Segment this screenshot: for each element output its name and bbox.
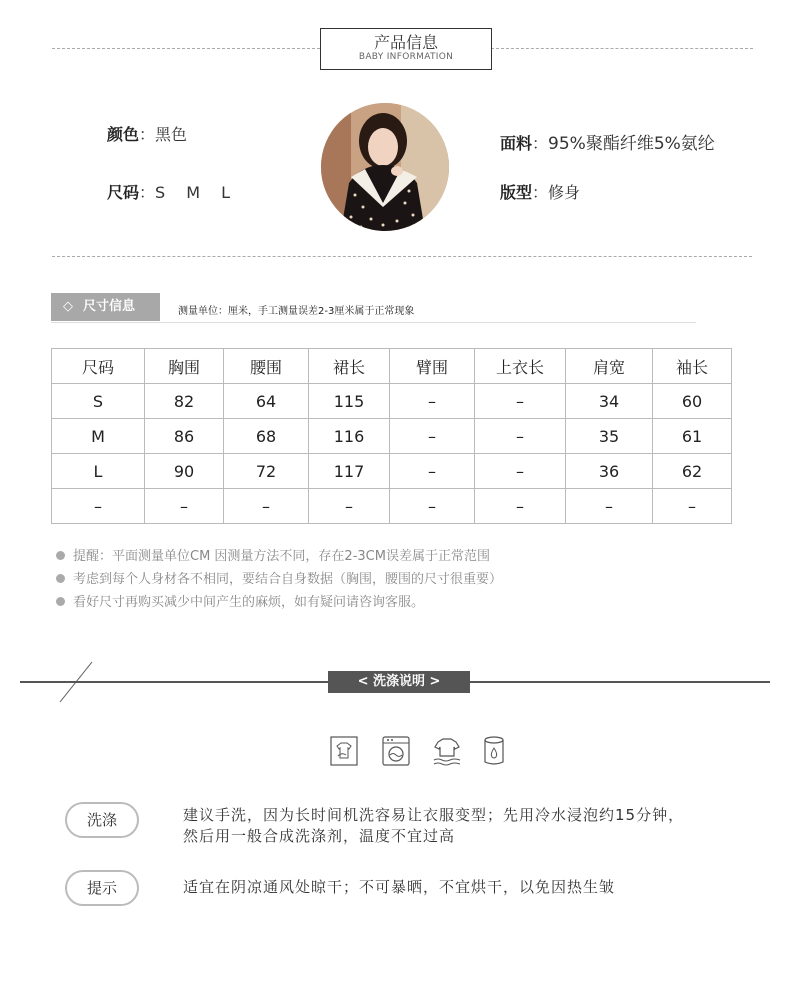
tip-pill: 提示 xyxy=(65,870,139,906)
fabric-value: 95%聚酯纤维5%氨纶 xyxy=(548,134,715,154)
wash-divider-right xyxy=(470,681,770,683)
table-cell: 62 xyxy=(653,454,732,489)
table-header-cell: 胸围 xyxy=(145,349,224,384)
size-table xyxy=(51,348,732,524)
table-cell: 86 xyxy=(145,419,224,454)
wash-instruction xyxy=(183,805,684,847)
table-cell: 90 xyxy=(145,454,224,489)
table-cell: – xyxy=(566,489,653,524)
table-cell: M xyxy=(52,419,145,454)
table-cell: 64 xyxy=(224,384,309,419)
model-photo xyxy=(321,103,449,231)
table-cell: 68 xyxy=(224,419,309,454)
table-cell: – xyxy=(224,489,309,524)
table-cell: – xyxy=(390,454,475,489)
table-cell: 36 xyxy=(566,454,653,489)
color-label: 颜色 xyxy=(107,125,140,144)
bullet-icon xyxy=(56,551,65,560)
table-header-cell: 腰围 xyxy=(224,349,309,384)
size-label: 尺码 xyxy=(107,183,140,202)
table-cell: – xyxy=(475,454,566,489)
table-row xyxy=(52,419,732,454)
table-header-cell: 肩宽 xyxy=(566,349,653,384)
table-cell: 116 xyxy=(309,419,390,454)
size-info: 尺码：S M L xyxy=(107,183,239,202)
header-divider-right xyxy=(491,48,753,49)
table-cell: – xyxy=(309,489,390,524)
diamond-icon: ◇ xyxy=(63,299,73,314)
tip-text: 提醒：平面测量单位CM 因测量方法不同，存在2-3CM误差属于正常范围 xyxy=(73,549,490,564)
table-cell: 35 xyxy=(566,419,653,454)
section-title: 产品信息 xyxy=(373,33,438,52)
slash-decoration xyxy=(56,660,96,704)
size-value: S M L xyxy=(155,183,239,202)
detergent-icon xyxy=(483,736,505,766)
table-cell: 82 xyxy=(145,384,224,419)
table-cell: S xyxy=(52,384,145,419)
table-cell: – xyxy=(390,489,475,524)
table-cell: – xyxy=(390,384,475,419)
color-info: 颜色：黑色 xyxy=(107,125,188,144)
table-header-cell: 上衣长 xyxy=(475,349,566,384)
table-cell: 115 xyxy=(309,384,390,419)
fit-label: 版型 xyxy=(500,183,533,202)
table-cell: – xyxy=(145,489,224,524)
table-header-cell: 臂围 xyxy=(390,349,475,384)
bullet-icon xyxy=(56,574,65,583)
table-row xyxy=(52,454,732,489)
hand-wash-icon xyxy=(330,736,358,766)
table-header-cell: 裙长 xyxy=(309,349,390,384)
color-value: 黑色 xyxy=(155,125,188,144)
table-cell: 60 xyxy=(653,384,732,419)
tip-item xyxy=(56,568,502,587)
iron-shirt-icon xyxy=(432,736,462,766)
fabric-info: 面料：95%聚酯纤维5%氨纶 xyxy=(500,134,715,154)
table-cell: 72 xyxy=(224,454,309,489)
bullet-icon xyxy=(56,597,65,606)
table-row xyxy=(52,384,732,419)
tip-item xyxy=(56,591,424,610)
table-cell: 117 xyxy=(309,454,390,489)
table-cell: – xyxy=(475,489,566,524)
table-cell: – xyxy=(390,419,475,454)
fit-info: 版型：修身 xyxy=(500,183,581,202)
size-section-tab xyxy=(51,293,160,321)
table-header-row xyxy=(52,349,732,384)
wash-instruction-line: 然后用一般合成洗涤剂，温度不宜过高 xyxy=(183,827,456,845)
size-section-title: 尺寸信息 xyxy=(83,299,136,314)
table-cell: – xyxy=(475,384,566,419)
table-row xyxy=(52,489,732,524)
table-cell: – xyxy=(653,489,732,524)
table-cell: L xyxy=(52,454,145,489)
tip-item xyxy=(56,545,490,564)
section-subtitle: BABY INFORMATION xyxy=(358,52,454,62)
fit-value: 修身 xyxy=(548,183,581,202)
dry-instruction: 适宜在阴凉通风处晾干；不可暴晒，不宜烘干，以免因热生皱 xyxy=(183,878,616,896)
size-section-underline xyxy=(51,322,696,323)
info-divider xyxy=(52,256,752,257)
washing-machine-icon xyxy=(382,736,410,766)
table-cell: 61 xyxy=(653,419,732,454)
table-cell: – xyxy=(475,419,566,454)
table-cell: – xyxy=(52,489,145,524)
tip-text: 看好尺寸再购买减少中间产生的麻烦，如有疑问请咨询客服。 xyxy=(73,595,425,610)
tip-text: 考虑到每个人身材各不相同，要结合自身数据（胸围，腰围的尺寸很重要） xyxy=(73,572,503,587)
table-cell: 34 xyxy=(566,384,653,419)
wash-section-title: < 洗涤说明 > xyxy=(328,671,470,693)
header-divider-left xyxy=(52,48,320,49)
table-header-cell: 袖长 xyxy=(653,349,732,384)
wash-pill: 洗涤 xyxy=(65,802,139,838)
section-title-box xyxy=(320,28,492,70)
fabric-label: 面料 xyxy=(500,134,533,153)
table-header-cell: 尺码 xyxy=(52,349,145,384)
measurement-note: 测量单位：厘米，手工测量误差2-3厘米属于正常现象 xyxy=(178,306,415,317)
wash-instruction-line: 建议手洗，因为长时间机洗容易让衣服变型；先用冷水浸泡约15分钟， xyxy=(183,806,685,824)
